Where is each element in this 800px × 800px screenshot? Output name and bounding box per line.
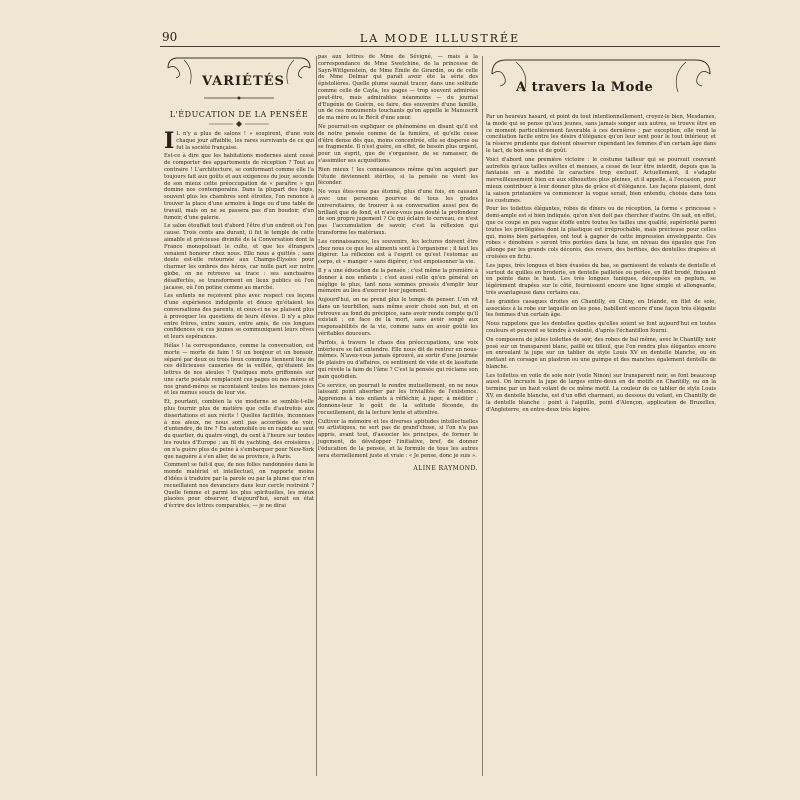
variete-paragraph: Hélas ! la correspondance, comme la conversation, est morte — morte de faim ! Si un bonjour et un bonsoir, séparé par deux ou trois lieux communs tiennent lieu de ces délicieuses causeries de la veillée, qu'étaient les lettres de nos aïeules ? Quelques mots griffonnés sur une carte postale remplacent ces pages où nos mères et nos grand-mères se racontaient toutes les menues joies et les menus soucis de leur vie. bbox=[164, 342, 314, 397]
variete-column bbox=[164, 54, 314, 510]
continuation-paragraph: Rien mieux ! les connaissances même qu'on acquiert par l'étude deviennent stériles, si la pensée ne vient les féconder. bbox=[318, 166, 478, 187]
header-rule bbox=[160, 46, 720, 47]
variete-title: VARIÉTÉS bbox=[202, 74, 285, 89]
column-divider-right bbox=[482, 56, 483, 776]
mode-paragraph: Les grandes casaques droites en Chantilly, en Cluny, en Irlande, en filet de soie, associées à la robe sur laquelle on les pose, habillent encore d'une façon très élégante les femmes d'un certain âge. bbox=[486, 298, 716, 319]
continuation-paragraph: Ne vous êtes-vous pas étonné, plus d'une fois, en causant avec une personne pourvue de tous les grades universitaires, de trouver à sa conversation aussi peu de brillant que de fond, et n'avez-vous pas douté la profondeur de son propre jugement ? Ce qui éclaire le cerveau, ce n'est pas l'accumulation de savoir, c'est la réflexion qui transforme les matériaux. bbox=[318, 189, 478, 236]
variete-paragraph: Est-ce à dire que les habitations modernes aient cessé de comporter des appartements de réception ? Tout au contraire ! L'architecture, se conformant comme elle l'a toujours fait aux goûts et aux exigences du jour, seconde de son mieux cette préoccupation de « paraître » qui domine nos contemporains. Dans la plupart des logis, souvent plus les chambres sont étroites, l'on renonce à trouver la place d'une armoire à linge ou d'une table de travail, mais on ne se passera pas d'un boudoir, d'un fumoir, d'une galerie. bbox=[164, 153, 314, 221]
page-number: 90 bbox=[162, 30, 178, 44]
variete-paragraph: Les enfants ne reçoivent plus avec respect ces leçons d'une expérience indulgente et douce qu'étaient les conversations des parents, et ceux-ci ne se plaisent plus à provoquer les questions de leurs élèves. Il n'y a plus entre frères, entre sœurs, entre amis, de ces longues confidences où ces jeunes se communiquent leurs rêves et leurs espérances. bbox=[164, 293, 314, 341]
continuation-body bbox=[318, 54, 478, 459]
continuation-paragraph: Parfois, à travers le chaos des préoccupations, une voix intérieure se fait entendre. Elle nous dit de rentrer en nous-mêmes. N'avez-vous jamais éprouvé, au sortir d'une journée de plaisirs ou d'affaires, ce sentiment de vide et de lassitude qui révèle la faim de l'âme ? C'est la pensée qui réclame son pain quotidien. bbox=[318, 339, 478, 380]
mode-body bbox=[486, 114, 716, 413]
column-divider-left bbox=[316, 56, 317, 776]
variete-intro: L n'y a plus de salons ! » soupirent, d'une voix chaque jour affaiblie, les rares survivants de ce qui fut la société française. bbox=[176, 131, 314, 151]
mode-paragraph: Les toilettes en voile de soie noir (voile Ninon) sur transparent noir, se font beaucoup aussi. On incruste la jupe de larges entre-deux en de motifs en Chantilly, ou on la termine par un haut volant de ce même motif. La couleur de ce tablier de style Louis XV, en dentelle blanche, est d'un effet charmant, au dessous du volant, en Chantilly de la dentelle blanche : point à l'aiguille, point d'Alençon, application de Bruxelles, d'Angleterre, en entre-deux très légère. bbox=[486, 372, 716, 413]
mode-paragraph: Les jupes, très longues et bien évasées du bas, se garnissent de volants de dentelle et surtout de quilles en broderie, en dentelle pailletée ou perlée, en filet brodé, finissant en pointe dans le haut. Les très longues tuniques, découpées en peplum, se légèrement drapées sur le côté, fournissent encore une ligne simple et allongeante, très avantageuse dans certains cas. bbox=[486, 262, 716, 296]
variete-body bbox=[164, 128, 314, 510]
continuation-paragraph: Ne pourrait-on expliquer ce phénomène en disant qu'il est de notre pensée comme de la fumière, et qu'elle cesse d'être dense dès que, moins concentrée, elle se disperse ou se fragmente. Il n'est guère, en effet, de besoin plus urgent, pour un esprit, que de s'organiser, de se ramasser, de s'assimiler ses acquisitions. bbox=[318, 123, 478, 164]
variete-continuation-column bbox=[318, 54, 478, 472]
variete-paragraph: Comment se fait-il que, de nos folles randonnées dans le monde matériel et intellectuel, on rapporte moins d'idées à traduire par la parole ou par la plume que n'en recueillaient nos devanciers dans leur cercle restreint ? Quelle femme et parmi les plus spirituelles, les mieux placées pour observer, d'aujourd'hui, serait en état d'écrire des lettres comparables, — je ne dirai bbox=[164, 462, 314, 510]
dropcap: I bbox=[164, 128, 175, 154]
mode-paragraph: Par un heureux hasard, et point du tout intentionnellement, croyez-le bien, Mesdames, la mode qui se pense qu'aux jeunes, sans jamais songer aux autres, se trouve être en ce moment particulièrement favorable à ces dernières ; par exception, elle rend la conciliation facile entre les désirs d'élégance qu'on leur sent pour le tout intérieur, et la réserve prudente que doivent observer cependant les femmes d'un certain âge dans le tact, de bon sens et de goût. bbox=[486, 114, 716, 154]
page-header bbox=[160, 28, 720, 48]
variete-header bbox=[164, 54, 314, 106]
continuation-paragraph: Aujourd'hui, on ne prend plus le temps de penser. L'on vit dans un tourbillon, sans même avoir choisi son but, et on retrouve au fond du précipice, sans avoir rendu compte qu'il existait ; en face de la mort, sans avoir songé aux responsabilités de la vie, comme sans en avoir goûté les véritables douceurs. bbox=[318, 297, 478, 338]
mode-column bbox=[486, 54, 716, 413]
subtitle-ornament bbox=[209, 121, 269, 127]
continuation-paragraph: Cultiver la mémoire et les diverses aptitudes intellectuelles ou artistiques, ne sert pas de grand'chose, si l'on n'a pas appris, avant tout, d'associer les principes, de former le jugement, de développer l'initiative, bref, de donner l'éducation de la pensée, et la formule de tous les autres sera éternellement juste et vraie : « Je pense, donc je suis ». bbox=[318, 418, 478, 459]
mode-paragraph: On composera de jolies toilettes de soir, des robes de bal même, avec le Chantilly noir posé sur un transparent blanc, paillé ou tilleul, que l'on rendra plus élégantes encore en enroulant la jupe sur un tablier de style Louis XV en dentelle blanche, ou en mettant en corsage un plastron ou une guimpe et des manches également dentelle de blanche. bbox=[486, 336, 716, 370]
continuation-paragraph: pas aux lettres de Mme de Sévigné, — mais à la correspondance de Mme Swetchine, de la princesse de Sayn-Wittgenstein, de Mme Émile de Girardin, ou de celle de Mme Delmar qui paraît avoir été la série des épistolières. Quelle plume saurait tracer, dans une solitude comme celle de Cayla, les pages — trop souvent admirées peut-être, mais admirables néanmoins — du journal d'Eugénie de Guérin, ou faire, des souvenirs d'une famille, un de ces monuments touchants qu'on appelle le Manuscrit de ma mère ou le Récit d'une sœur. bbox=[318, 54, 478, 122]
mode-paragraph: Voici d'abord une première victoire : le costume tailleur qui se poursuit couvrant autrefois qu'aux tailles sveltes et menues, a cessé de leur être interdit, depuis que la fantaisie en a modifié le caractère trop exclusif. Actuellement, il s'adapte merveilleusement bien en aux silhouettes plus pleines, et il appelle, à l'occasion, pour mieux contribuer à leur donner plus de grâce et d'élégance. Les façons plaisent, dont la saison printanière va commencer la vogue serait, bien entendu, choisie dans tous les costumes. bbox=[486, 156, 716, 204]
mode-paragraph: Nous rappelons que les dentelles quelles qu'elles soient se font aujourd'hui en toutes couleurs et peuvent se teindre à volonté, d'après l'échantillon fourni. bbox=[486, 321, 716, 334]
mode-paragraph: Pour les toilettes élégantes, robes de dîners ou de réception, la forme « princesse » demi-ample est si bien indiquée, qu'on n'en doit pas chercher d'autre. On sait, en effet, que ce coupe en peu vague étoffe entre toutes les tailles une qualité, supériorité parmi toutes les privilégiées dont la plastique est irréprochable, mais précieuse pour celles qui, moins bien partagées, ont tout à gagner de cette impression enveloppante. Ces robes « dénobées » seront très portées dans la lune, en niveau des épaules que l'on allonge par les grands cols décorés, des revers, des berthes, des dentelles drapées et croisées en fichu. bbox=[486, 206, 716, 260]
mode-title: A travers la Mode bbox=[516, 80, 654, 95]
running-title: LA MODE ILLUSTRÉE bbox=[359, 32, 521, 45]
author-signature: ALINE RAYMOND. bbox=[413, 465, 478, 473]
continuation-paragraph: Ce service, on pourrait le rendre mutuellement, en ne nous laissant point absorber par les trivialités de l'existence. Apprenons à nos enfants à réfléchir, à juger, à méditer ; donnons-leur le goût de la solitude féconde, du recueillement, de la lecture lente et attentive. bbox=[318, 382, 478, 416]
mode-header bbox=[486, 54, 716, 110]
continuation-paragraph: Il y a une éducation de la pensée ; c'est même la première à donner à nos enfants ; c'est aussi celle qu'en général on néglige le plus, tant nous sommes pressés d'emplir leur mémoire au lieu d'exercer leur jugement. bbox=[318, 267, 478, 295]
variete-paragraph: Le salon étouffait tout d'abord l'être d'un endroit où l'on cause. Trois cents ans durant, il fut le temple de cette aimable et précieuse divinité de la Conversation dont la France monopolisait le culte, et que les étrangers venaient honorer chez nous. Elle nous a quittés ; sans doute est-elle retournée aux Champs-Élysées pour charmer les ombres des héros, car nulle part sur notre globe, on ne retrouve sa trace : ses sanctuaires désaffectés, se transforment en lieux publics où l'on jacasse, où l'on potine comme au marché. bbox=[164, 223, 314, 291]
variete-paragraph: Et, pourtant, combien la vie moderne se semble-t-elle plus fournir plus de matière que celle d'autrefois aux dissertations et aux récits ! Quelles facilités, inconnues à nos aïeux, ne nous sont pas accordées de voir, d'entendre, de lire ? En automobile ou en rapide au saut du quartier, du quatre-vingt, du cent à l'heure sur toutes les routes d'Europe ; au fil du yachting, des croisières ; on n'a guère plus de peine à s'embarquer pour New-York que naguère à s'en aller, de sa province, à Paris. bbox=[164, 399, 314, 460]
article-subtitle: L'ÉDUCATION DE LA PENSÉE bbox=[169, 110, 309, 119]
continuation-paragraph: Les connaissances, les souvenirs, les lectures doivent être chez nous ce que les aliments sont à l'organisme ; il faut les digérer. La réflexion est à l'esprit ce qu'est l'estomac au corps, et « manger » sans digérer, c'est empoisonner la vie. bbox=[318, 238, 478, 266]
